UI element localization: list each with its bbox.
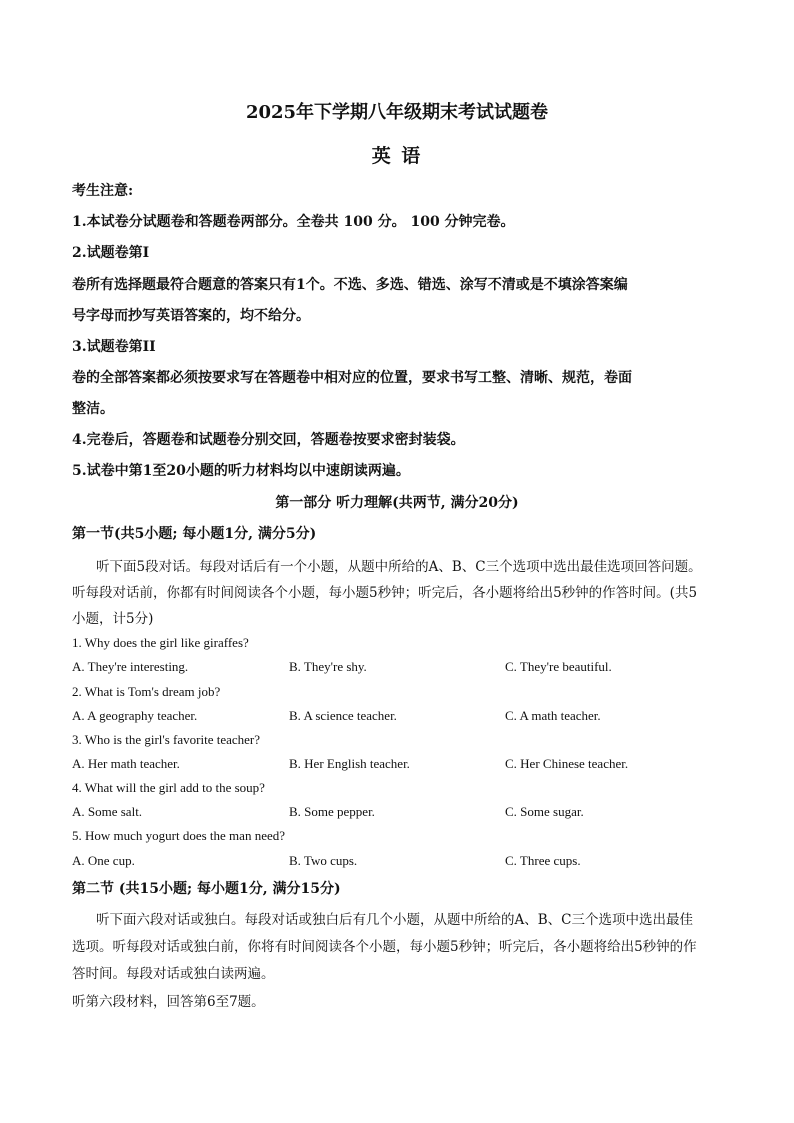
question-2-option-b: B. A science teacher. [289,708,397,723]
question-4-option-a: A. Some salt. [72,804,143,819]
notice-item-3c: 整洁。 [72,401,114,417]
notice-item-2c: 号字母而抄写英语答案的，均不给分。 [72,308,310,324]
notice-heading: 考生注意: [72,183,134,199]
section1-instruction-1: 听下面5段对话。每段对话后有一个小题，从题中所给的A、B、C三个选项中选出最佳选项回答问题。 [96,559,702,575]
notice-item-3b: 卷的全部答案都必须按要求写在答题卷中相对应的位置，要求书写工整、清晰、规范，卷面 [72,370,632,386]
question-4-option-b: B. Some pepper. [289,804,375,819]
notice-item-2a: 2.试题卷第Ⅰ [72,245,150,261]
question-1: 1. Why does the girl like giraffes? [72,635,249,650]
notice-item-3a: 3.试题卷第II [72,339,156,355]
section1-heading: 第一节(共5小题; 每小题1分, 满分5分) [72,526,317,542]
part1-heading: 第一部分 听力理解(共两节, 满分20分) [275,495,519,511]
question-3: 3. Who is the girl's favorite teacher? [72,732,261,747]
section1-instruction-3: 小题，计5分) [72,611,154,627]
notice-item-2b: 卷所有选择题最符合题意的答案只有1个。不选、多选、错选、涂写不清或是不填涂答案编 [72,277,628,293]
question-5-option-c: C. Three cups. [505,853,581,868]
notice-item-5: 5.试卷中第1至20小题的听力材料均以中速朗读两遍。 [72,463,410,479]
section2-instruction-4: 听第六段材料，回答第6至7题。 [72,994,265,1010]
question-5: 5. How much yogurt does the man need? [72,828,286,843]
notice-item-1: 1.本试卷分试题卷和答题卷两部分。全卷共 100 分。 100 分钟完卷。 [72,214,515,230]
question-1-option-b: B. They're shy. [289,659,367,674]
question-4-option-c: C. Some sugar. [505,804,584,819]
question-1-option-a: A. They're interesting. [72,659,189,674]
question-5-option-a: A. One cup. [72,853,135,868]
section2-heading: 第二节 (共15小题; 每小题1分, 满分15分) [72,881,341,897]
section2-instruction-1: 听下面六段对话或独白。每段对话或独白后有几个小题，从题中所给的A、B、C三个选项中选出最佳 [96,912,693,928]
question-3-option-a: A. Her math teacher. [72,756,180,771]
question-2: 2. What is Tom's dream job? [72,684,221,699]
subject-title: 英 语 [371,145,423,167]
notice-item-4: 4.完卷后，答题卷和试题卷分别交回，答题卷按要求密封装袋。 [72,432,465,448]
question-5-option-b: B. Two cups. [289,853,358,868]
section2-instruction-3: 答时间。每段对话或独白读两遍。 [72,966,275,982]
section2-instruction-2: 选项。听每段对话或独白前，你将有时间阅读各个小题，每小题5秒钟；听完后，各小题将给出5秒钟的作 [72,939,697,955]
section1-instruction-2: 听每段对话前，你都有时间阅读各个小题，每小题5秒钟；听完后，各小题将给出5秒钟的作答时间。(共5 [72,585,698,601]
exam-title: 2025年下学期八年级期末考试试题卷 [245,102,549,123]
question-2-option-a: A. A geography teacher. [72,708,198,723]
question-2-option-c: C. A math teacher. [505,708,601,723]
question-3-option-b: B. Her English teacher. [289,756,410,771]
question-4: 4. What will the girl add to the soup? [72,780,265,795]
question-1-option-c: C. They're beautiful. [505,659,612,674]
question-3-option-c: C. Her Chinese teacher. [505,756,629,771]
